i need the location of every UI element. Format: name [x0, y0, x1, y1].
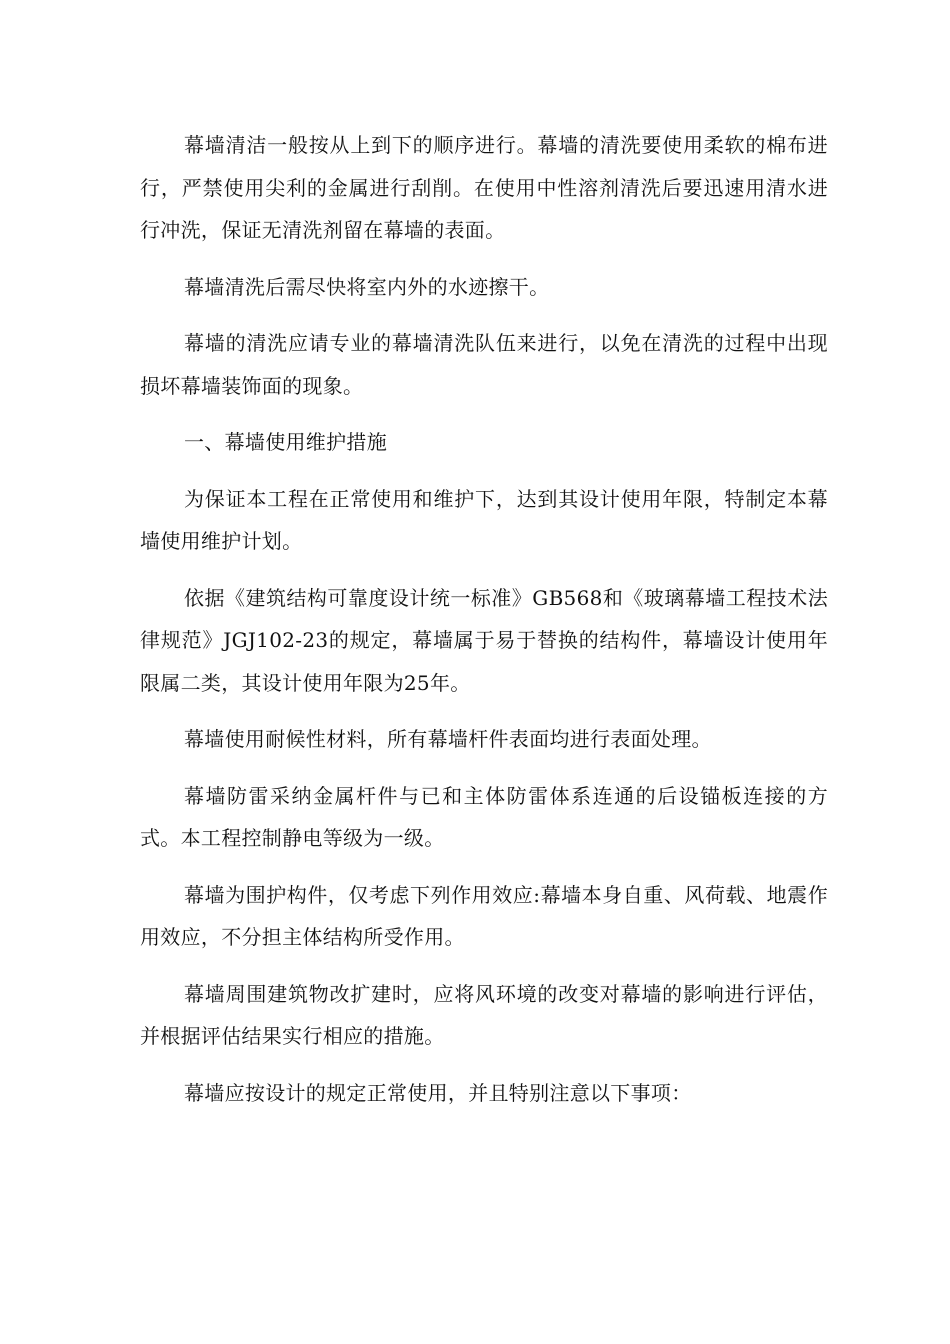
paragraph-usage-notes: 幕墙应按设计的规定正常使用，并且特别注意以下事项：: [184, 1080, 692, 1105]
paragraph-dry-water-marks: 幕墙清洗后需尽快将室内外的水迹擦干。: [184, 274, 550, 299]
paragraph-weather-resistant-materials: 幕墙使用耐候性材料，所有幕墙杆件表面均进行表面处理。: [184, 727, 712, 751]
document-page: [140, 124, 828, 1128]
paragraph-surrounding-buildings: 幕墙周围建筑物改扩建时，应将风环境的改变对幕墙的影响进行评估，并根据评估结果实行相应的措施。: [140, 981, 828, 1048]
paragraph-cleaning-order: 幕墙清洁一般按从上到下的顺序进行。幕墙的清洗要使用柔软的棉布进行，严禁使用尖利的金属进行刮削。在使用中性溶剂清洗后要迅速用清水进行冲洗，保证无清洗剂留在幕墙的表面。: [140, 133, 828, 242]
paragraph-professional-cleaning: 幕墙的清洗应请专业的幕墙清洗队伍来进行，以免在清洗的过程中出现损坏幕墙装饰面的现象。: [140, 331, 828, 398]
section-heading-maintenance-measures: 一、幕墙使用维护措施: [184, 430, 387, 454]
paragraph-lightning-protection: 幕墙防雷采纳金属杆件与已和主体防雷体系连通的后设锚板连接的方式。本工程控制静电等级为一级。: [140, 783, 828, 850]
paragraph-maintenance-plan: 为保证本工程在正常使用和维护下，达到其设计使用年限，特制定本幕墙使用维护计划。: [140, 486, 828, 553]
paragraph-load-effects: 幕墙为围护构件，仅考虑下列作用效应:幕墙本身自重、风荷载、地震作用效应，不分担主体结构所受作用。: [140, 882, 828, 949]
paragraph-design-standards: 依据《建筑结构可靠度设计统一标准》GB568和《玻璃幕墙工程技术法律规范》JGJ102-23的规定，幕墙属于易于替换的结构件，幕墙设计使用年限属二类，其设计使用年限为25年。: [140, 585, 828, 695]
